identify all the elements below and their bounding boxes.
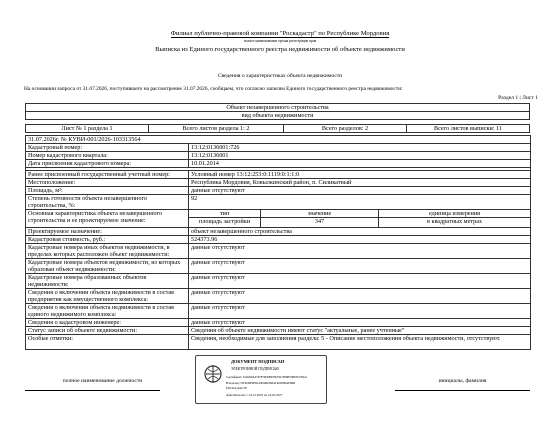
table-row — [26, 152, 531, 160]
row-value: Условный номер 13:12:253:0:1119:0:1:1:0 — [189, 171, 531, 179]
table-row — [26, 259, 531, 274]
char-type: площадь застройки — [189, 218, 261, 228]
row-value: Сведения об объекте недвижимости имеют статус "актуальные, ранее учтенные" — [189, 327, 531, 335]
total-sheets-section: Всего листов раздела 1: 2 — [149, 125, 284, 133]
table-row — [26, 327, 531, 335]
char-header-value: значение — [261, 210, 379, 218]
object-header-table — [25, 103, 530, 120]
row-label: Площадь, м²: — [26, 187, 189, 195]
row-label: Сведения о кадастровом инженере: — [26, 319, 189, 327]
row-value: 13:12:0136001:726 — [189, 144, 531, 152]
row-label: Местоположение: — [26, 179, 189, 187]
row-label: Основная характеристика объекта незавершенного строительства и ее проектируемое значение: — [26, 210, 189, 228]
row-value: данные отсутствуют — [189, 244, 531, 259]
stamp-owner2: РОСКАДАСТР — [226, 386, 247, 390]
row-label: Дата присвоения кадастрового номера: — [26, 160, 189, 168]
org-caption: полное наименование органа регистрации прав — [243, 39, 317, 43]
object-name: Объект незавершенного строительства — [26, 104, 530, 112]
row-label: Кадастровый номер: — [26, 144, 189, 152]
row-label: Статус записи об объекте недвижимости: — [26, 327, 189, 335]
stamp-owner: Владелец: ПУБЛИЧНО-ПРАВОВАЯ КОМПАНИЯ — [226, 381, 296, 385]
table-row — [26, 179, 531, 187]
row-value: 10.01.2014 — [189, 160, 531, 168]
row-label: Проектируемое назначение: — [26, 228, 189, 236]
row-value: 92 — [189, 195, 531, 210]
row-label: Ранее присвоенный государственный учетный номер: — [26, 171, 189, 179]
table-row — [26, 228, 531, 236]
row-label: Сведения о включении объекта недвижимости в состав единого недвижимого комплекса: — [26, 304, 189, 319]
sheet-info-table — [25, 124, 530, 133]
row-value: 524373.96 — [189, 236, 531, 244]
position-caption: полное наименование должности — [62, 378, 143, 384]
org-name: Филиал публично-правовой компании "Роскадастр" по Республике Мордовия — [170, 30, 390, 37]
row-value: данные отсутствуют — [189, 289, 531, 304]
object-kind: вид объекта недвижимости — [26, 112, 530, 120]
row-label: Кадастровые номера объектов недвижимости, из которых образован объект недвижимости: — [26, 259, 189, 274]
row-label: Кадастровые номера образованных объектов недвижимости: — [26, 274, 189, 289]
char-unit: в квадратных метрах — [379, 218, 531, 228]
row-label: Кадастровая стоимость, руб.: — [26, 236, 189, 244]
name-caption: инициалы, фамилия — [438, 378, 487, 384]
char-header-unit: единица измерения — [379, 210, 531, 218]
total-sheets: Всего листов выписки: 11 — [407, 125, 530, 133]
row-label: Номер кадастрового квартала: — [26, 152, 189, 160]
row-value: данные отсутствуют — [189, 187, 531, 195]
row-label: Сведения о включении объекта недвижимости в состав предприятия как имущественного комплекса: — [26, 289, 189, 304]
stamp-cert: Сертификат: 01495ФА0767879D0B933D7D1F66B53B05D78441 — [226, 375, 308, 379]
table-row — [26, 160, 531, 168]
row-value: Республика Мордовия, Ковылкинский район, п. Силикатный — [189, 179, 531, 187]
main-table — [25, 135, 531, 350]
row-label: Особые отметки: — [26, 335, 189, 350]
table-row — [26, 171, 531, 179]
table-row — [26, 304, 531, 319]
document-title: Выписка из Единого государственного реестра недвижимости об объекте недвижимости — [155, 46, 405, 53]
sheet-number: Лист № 1 раздела 1 — [26, 125, 149, 133]
char-header-type: тип — [189, 210, 261, 218]
table-row — [26, 244, 531, 259]
row-value: Сведения, необходимые для заполнения раздела: 5 - Описание местоположения объекта недвижимости, отсутствуют. — [189, 335, 531, 350]
row-label: Кадастровые номера иных объектов недвижимости, в пределах которых расположен объект недвижимости: — [26, 244, 189, 259]
row-value: данные отсутствуют — [189, 259, 531, 274]
request-line: На основании запроса от 31.07.2026, поступившего на рассмотрение 31.07.2026, сообщаем, что согласно записям Единого государственного реестра недвижимости: — [24, 86, 403, 92]
doc-number: 31.07.2026г. № КУВИ-001/2026-103313564 — [26, 136, 531, 144]
table-row — [26, 319, 531, 327]
table-row — [26, 289, 531, 304]
table-row — [26, 236, 531, 244]
table-row — [26, 274, 531, 289]
row-value: данные отсутствуют — [189, 304, 531, 319]
table-row — [26, 144, 531, 152]
characteristics-row — [26, 210, 531, 218]
table-row — [26, 195, 531, 210]
table-row — [26, 187, 531, 195]
row-value: 13:12:0136001 — [189, 152, 531, 160]
section-label: Раздел 1 | Лист 1 — [498, 95, 538, 101]
total-sections: Всего разделов: 2 — [284, 125, 407, 133]
row-value: данные отсутствуют — [189, 274, 531, 289]
row-value: объект незавершенного строительства — [189, 228, 531, 236]
row-label: Степень готовности объекта незавершенного строительства, %: — [26, 195, 189, 210]
stamp-title: ДОКУМЕНТ ПОДПИСАН — [231, 359, 285, 364]
char-value: 347 — [261, 218, 379, 228]
subtitle: Сведения о характеристиках объекта недвижимости — [217, 73, 343, 79]
table-row — [26, 335, 531, 350]
emblem-icon — [202, 362, 224, 388]
row-value: данные отсутствуют — [189, 319, 531, 327]
stamp-valid: Действителен: с 24.12.2025 по 19.03.2027 — [226, 393, 283, 397]
stamp-subtitle: ЭЛЕКТРОННОЙ ПОДПИСЬЮ — [231, 367, 280, 371]
signature-stamp — [195, 355, 327, 404]
